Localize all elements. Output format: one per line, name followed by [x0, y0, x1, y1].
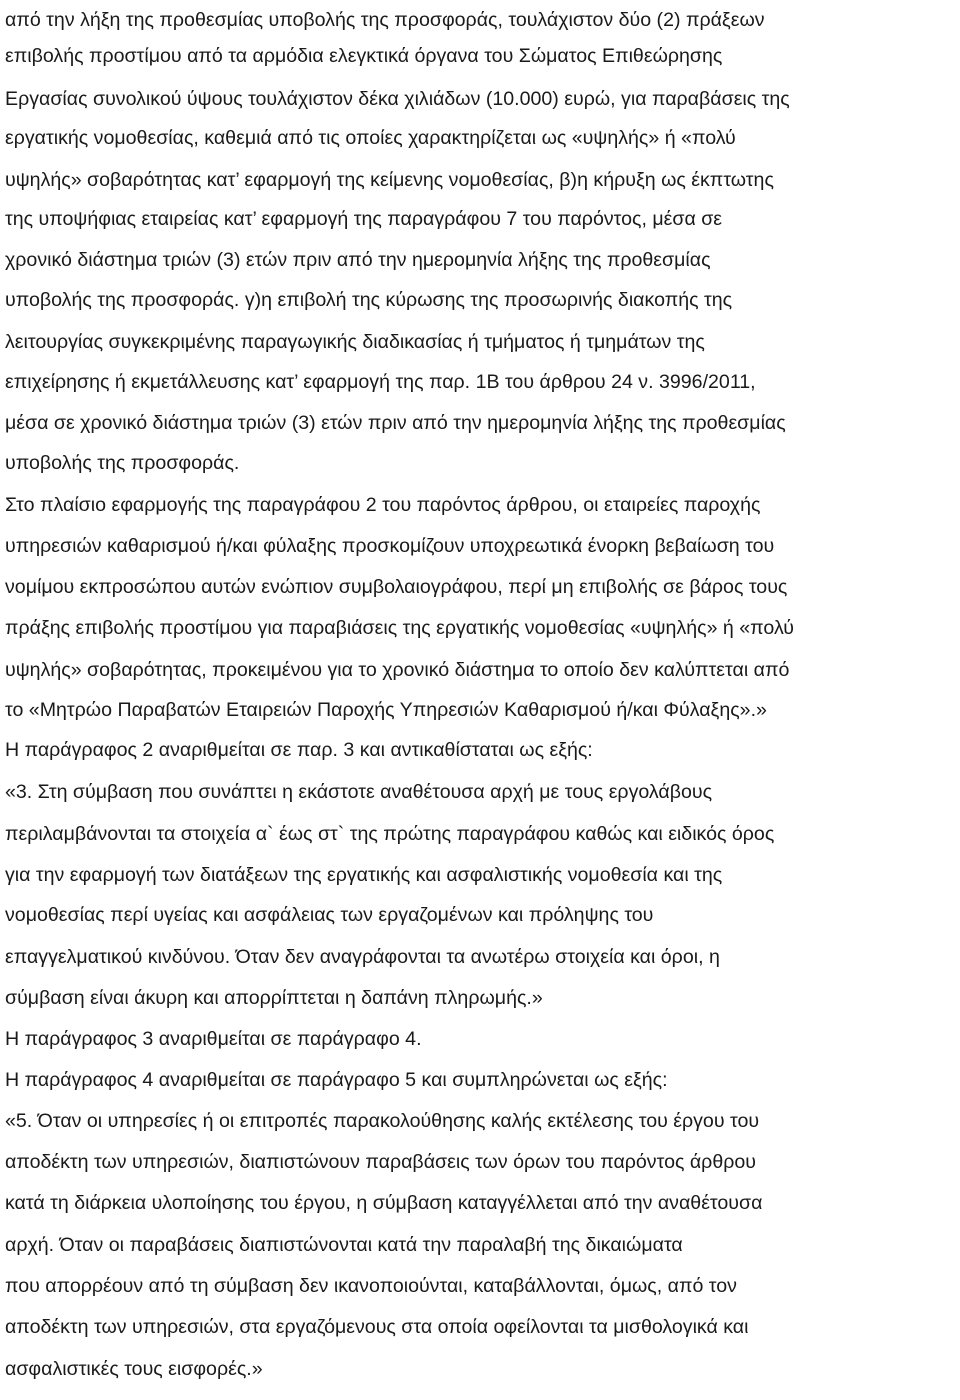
- text-line: νομίμου εκπροσώπου αυτών ενώπιον συμβολαιογράφου, περί μη επιβολής σε βάρος τους: [5, 576, 788, 598]
- text-line: χρονικό διάστημα τριών (3) ετών πριν από την ημερομηνία λήξης της προθεσμίας: [5, 249, 711, 271]
- text-line: «3. Στη σύμβαση που συνάπτει η εκάστοτε αναθέτουσα αρχή με τους εργολάβους: [5, 781, 713, 803]
- text-line: αποδέκτη των υπηρεσιών, στα εργαζόμενους στα οποία οφείλονται τα μισθολογικά και: [5, 1316, 749, 1338]
- text-line: Στο πλαίσιο εφαρμογής της παραγράφου 2 του παρόντος άρθρου, οι εταιρείες παροχής: [5, 494, 761, 516]
- text-line: υψηλής» σοβαρότητας, προκειμένου για το χρονικό διάστημα το οποίο δεν καλύπτεται από: [5, 659, 790, 681]
- text-line: το «Μητρώο Παραβατών Εταιρειών Παροχής Υπηρεσιών Καθαρισμού ή/και Φύλαξης».»: [5, 699, 767, 721]
- text-line: σύμβαση είναι άκυρη και απορρίπτεται η δαπάνη πληρωμής.»: [5, 987, 543, 1009]
- text-line: που απορρέουν από τη σύμβαση δεν ικανοποιούνται, καταβάλλονται, όμως, από τον: [5, 1275, 737, 1297]
- text-line: Η παράγραφος 3 αναριθμείται σε παράγραφο 4.: [5, 1028, 422, 1050]
- text-line: από την λήξη της προθεσμίας υποβολής της προσφοράς, τουλάχιστον δύο (2) πράξεων: [5, 9, 765, 31]
- text-line: «5. Όταν οι υπηρεσίες ή οι επιτροπές παρακολούθησης καλής εκτέλεσης του έργου του: [5, 1110, 760, 1132]
- text-line: υψηλής» σοβαρότητας κατ’ εφαρμογή της κείμενης νομοθεσίας, β)η κήρυξη ως έκπτωτης: [5, 169, 774, 191]
- text-line: επιχείρησης ή εκμετάλλευσης κατ’ εφαρμογή της παρ. 1Β του άρθρου 24 ν. 3996/2011,: [5, 371, 756, 393]
- text-line: λειτουργίας συγκεκριμένης παραγωγικής διαδικασίας ή τμήματος ή τμημάτων της: [5, 331, 705, 353]
- text-line: Η παράγραφος 4 αναριθμείται σε παράγραφο 5 και συμπληρώνεται ως εξής:: [5, 1069, 668, 1091]
- text-line: αποδέκτη των υπηρεσιών, διαπιστώνουν παραβάσεις των όρων του παρόντος άρθρου: [5, 1151, 756, 1173]
- text-line: υποβολής της προσφοράς.: [5, 452, 240, 474]
- text-line: εργατικής νομοθεσίας, καθεμιά από τις οποίες χαρακτηρίζεται ως «υψηλής» ή «πολύ: [5, 127, 736, 149]
- text-line: πράξης επιβολής προστίμου για παραβιάσεις της εργατικής νομοθεσίας «υψηλής» ή «πολύ: [5, 617, 794, 639]
- text-line: ασφαλιστικές τους εισφορές.»: [5, 1358, 263, 1380]
- text-line: για την εφαρμογή των διατάξεων της εργατικής και ασφαλιστικής νομοθεσία και της: [5, 864, 723, 886]
- text-line: υποβολής της προσφοράς. γ)η επιβολή της κύρωσης της προσωρινής διακοπής της: [5, 289, 733, 311]
- text-line: περιλαμβάνονται τα στοιχεία α` έως στ` της πρώτης παραγράφου καθώς και ειδικός όρος: [5, 823, 775, 845]
- text-line: της υποψήφιας εταιρείας κατ’ εφαρμογή της παραγράφου 7 του παρόντος, μέσα σε: [5, 208, 723, 230]
- text-line: επαγγελματικού κινδύνου. Όταν δεν αναγράφονται τα ανωτέρω στοιχεία και όροι, η: [5, 946, 720, 968]
- text-line: υπηρεσιών καθαρισμού ή/και φύλαξης προσκομίζουν υποχρεωτικά ένορκη βεβαίωση του: [5, 535, 775, 557]
- text-line: επιβολής προστίμου από τα αρμόδια ελεγκτικά όργανα του Σώματος Επιθεώρησης: [5, 45, 723, 67]
- text-line: μέσα σε χρονικό διάστημα τριών (3) ετών πριν από την ημερομηνία λήξης της προθεσμίας: [5, 412, 786, 434]
- text-line: Εργασίας συνολικού ύψους τουλάχιστον δέκα χιλιάδων (10.000) ευρώ, για παραβάσεις της: [5, 88, 790, 110]
- text-line: νομοθεσίας περί υγείας και ασφάλειας των εργαζομένων και πρόληψης του: [5, 904, 654, 926]
- text-line: Η παράγραφος 2 αναριθμείται σε παρ. 3 και αντικαθίσταται ως εξής:: [5, 739, 593, 761]
- text-line: κατά τη διάρκεια υλοποίησης του έργου, η σύμβαση καταγγέλλεται από την αναθέτουσα: [5, 1192, 763, 1214]
- text-line: αρχή. Όταν οι παραβάσεις διαπιστώνονται κατά την παραλαβή της δικαιώματα: [5, 1234, 683, 1256]
